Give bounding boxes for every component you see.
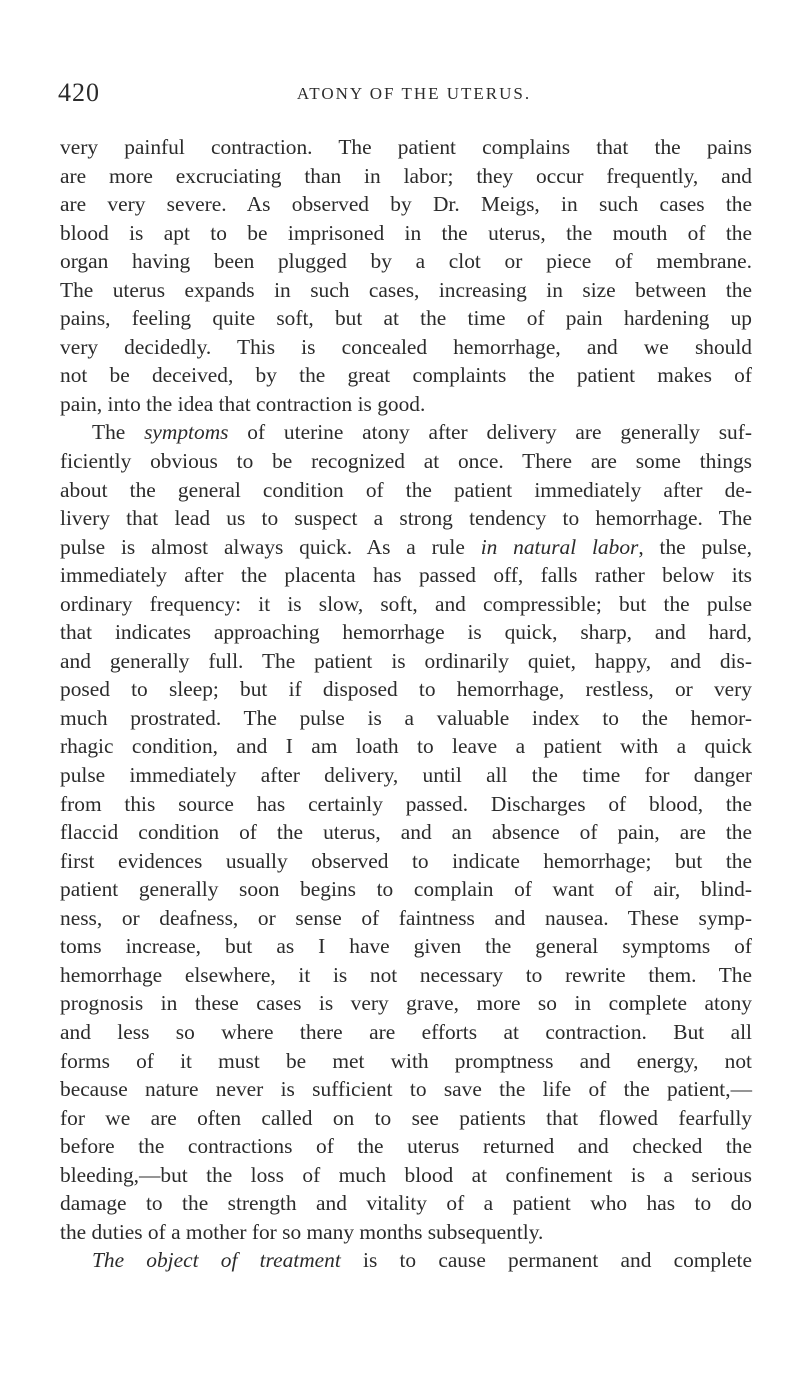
text-line: about the general condition of the patient immediately after de- xyxy=(60,477,752,502)
text-line: flaccid condition of the uterus, and an absence of pain, are the xyxy=(60,820,752,845)
text-line: The object of treatment is to cause permanent and complete xyxy=(92,1248,752,1273)
text-line: posed to sleep; but if disposed to hemorrhage, restless, or very xyxy=(60,677,752,702)
text-line: from this source has certainly passed. Discharges of blood, the xyxy=(60,791,752,816)
text-line: not be deceived, by the great complaints the patient makes of xyxy=(60,363,752,388)
body-text xyxy=(60,133,752,1275)
italic-phrase: in natural labor xyxy=(480,534,639,559)
text-line: livery that lead us to suspect a strong tendency to hemorrhage. The xyxy=(60,506,752,531)
text-line: rhagic condition, and I am loath to leave a patient with a quick xyxy=(60,734,752,759)
text-line: are more excruciating than in labor; they occur frequently, and xyxy=(60,163,752,188)
italic-phrase: symptoms xyxy=(144,420,229,445)
text-line: first evidences usually observed to indicate hemorrhage; but the xyxy=(60,848,752,873)
running-head xyxy=(58,78,750,112)
text-line: prognosis in these cases is very grave, more so in complete atony xyxy=(60,991,752,1016)
text-line: The symptoms of uterine atony after delivery are generally suf- xyxy=(92,420,753,445)
text-line: ficiently obvious to be recognized at once. There are some things xyxy=(60,449,752,474)
text-line: the duties of a mother for so many months subsequently. xyxy=(60,1219,544,1244)
text-line: bleeding,—but the loss of much blood at confinement is a serious xyxy=(60,1162,752,1187)
italic-phrase: The object of treatment xyxy=(92,1248,341,1273)
text-line: immediately after the placenta has passed off, falls rather below its xyxy=(60,563,752,588)
text-line: blood is apt to be imprisoned in the uterus, the mouth of the xyxy=(60,220,752,245)
text-line: and generally full. The patient is ordinarily quiet, happy, and dis- xyxy=(60,648,752,673)
text-line: that indicates approaching hemorrhage is quick, sharp, and hard, xyxy=(60,620,752,645)
text-line: toms increase, but as I have given the general symptoms of xyxy=(60,934,752,959)
text-line: very painful contraction. The patient complains that the pains xyxy=(60,135,752,159)
text-line: are very severe. As observed by Dr. Meigs, in such cases the xyxy=(60,192,752,217)
text-line: damage to the strength and vitality of a patient who has to do xyxy=(60,1191,752,1216)
running-title: ATONY OF THE UTERUS. xyxy=(296,84,532,103)
text-line: pulse immediately after delivery, until all the time for danger xyxy=(60,763,752,788)
page-number: 420 xyxy=(58,78,100,107)
text-line: The uterus expands in such cases, increasing in size between the xyxy=(60,277,752,302)
text-line: and less so where there are efforts at contraction. But all xyxy=(60,1019,752,1044)
text-line: forms of it must be met with promptness and energy, not xyxy=(60,1048,752,1073)
text-line: before the contractions of the uterus returned and checked the xyxy=(60,1134,752,1159)
text-line: because nature never is sufficient to save the life of the patient,— xyxy=(60,1077,752,1102)
text-line: pains, feeling quite soft, but at the time of pain hardening up xyxy=(60,306,752,331)
text-line: hemorrhage elsewhere, it is not necessary to rewrite them. The xyxy=(60,962,752,987)
text-line: very decidedly. This is concealed hemorrhage, and we should xyxy=(60,334,752,359)
text-line: pain, into the idea that contraction is good. xyxy=(60,391,426,416)
text-line: organ having been plugged by a clot or piece of membrane. xyxy=(60,249,752,274)
text-line: ness, or deafness, or sense of faintness and nausea. These symp- xyxy=(60,905,752,930)
text-line: pulse is almost always quick. As a rule in natural labor, the pulse, xyxy=(60,534,752,559)
text-line: patient generally soon begins to complain of want of air, blind- xyxy=(60,877,752,902)
text-line: for we are often called on to see patients that flowed fearfully xyxy=(60,1105,752,1130)
text-line: ordinary frequency: it is slow, soft, and compressible; but the pulse xyxy=(60,591,752,616)
text-line: much prostrated. The pulse is a valuable index to the hemor- xyxy=(60,705,752,730)
